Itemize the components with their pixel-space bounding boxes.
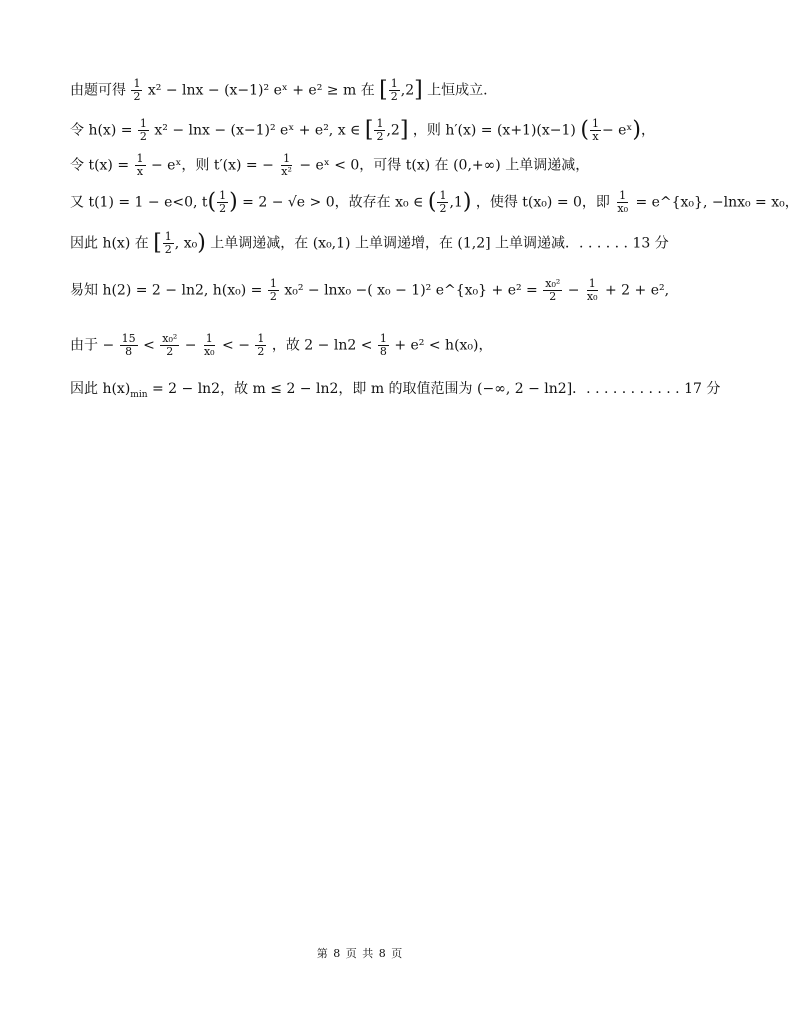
- text: x² − lnx − (x−1)² eˣ + e², x ∈: [154, 122, 361, 139]
- text: 由题可得: [70, 82, 126, 99]
- text: 又 t(1) = 1 − e<0, t: [70, 194, 208, 211]
- text: + 2 + e²,: [604, 282, 670, 299]
- page-footer: 第 8 页 共 8 页: [316, 947, 404, 960]
- fraction: $\frac{1}{x}$: [136, 152, 144, 178]
- fraction: $\frac{1}{2}$: [133, 77, 141, 103]
- fraction: $\frac{1}{\text{x²}}$: [281, 152, 292, 178]
- text: = 2 − √e > 0，故存在 x₀ ∈: [242, 194, 424, 211]
- fraction: $\frac{\text{x₀²}}{2}$: [162, 332, 178, 358]
- text: 上恒成立.: [427, 82, 488, 99]
- text: = 2 − ln2，故 m ≤ 2 − ln2，即 m 的取值范围为 (−∞, 2 − ln2]．. . . . . . . . . . . 17 分: [151, 381, 721, 397]
- text: = e^{x₀}, −lnx₀ = x₀，: [635, 194, 799, 211]
- fraction: $\frac{15}{8}$: [121, 332, 136, 358]
- fraction: $\frac{1}{2}$: [269, 277, 277, 303]
- fraction: $\frac{1}{2}$: [219, 189, 227, 215]
- math-line-3: [70, 153, 680, 178]
- fraction: $\frac{1}{\text{x₀}}$: [203, 332, 215, 358]
- text: 因此 h(x): [70, 381, 131, 397]
- text: − eˣ，则 t′(x) = −: [150, 157, 274, 174]
- text: <: [143, 337, 155, 354]
- fraction: $\frac{1}{2}$: [164, 230, 172, 256]
- fraction: $\frac{1}{\text{x₀}}$: [617, 189, 628, 215]
- math-line-6: [70, 278, 680, 303]
- math-line-4: 又 t(1) = 1 − e<0, t( $\frac{1}{2}$ ) = 2 − √e > 0，故存在 x₀ ∈ ( $\frac{1}{2}$ ,1) ，使得 t(x₀) = 0，即 $\frac{1}{\text{x₀}}$ = e^{x₀}, −lnx₀ = x₀，: [70, 189, 799, 215]
- text: −: [184, 337, 197, 354]
- text: ，则 h′(x) = (x+1)(x−1): [412, 122, 576, 139]
- text: 上单调递减，在 (x₀,1) 上单调递增，在 (1,2] 上单调递减．. . . . . . 13 分: [210, 235, 669, 252]
- math-line-1: 由题可得 $\frac{1}{2}$ x² − lnx − (x−1)² eˣ + e² ≥ m 在 [ $\frac{1}{2}$ ,2] 上恒成立.: [70, 77, 488, 103]
- math-line-2: 令 h(x) = $\frac{1}{2}$ x² − lnx − (x−1)² eˣ + e², x ∈ [ $\frac{1}{2}$ ,2] ，则 h′(x) = (x+1)(x−1) ( $\frac{1}{x}$ − eˣ)，: [70, 117, 655, 143]
- text: < −: [222, 337, 250, 354]
- subscript: min: [130, 389, 148, 400]
- text: 易知 h(2) = 2 − ln2, h(x₀) =: [70, 282, 263, 299]
- text: 由于 −: [70, 337, 115, 354]
- text: − eˣ < 0，可得 t(x) 在 (0,+∞) 上单调递减，: [299, 157, 590, 174]
- text: 因此 h(x) 在: [70, 235, 149, 252]
- fraction: $\frac{1}{2}$: [376, 117, 384, 143]
- text: ，故 2 − ln2 <: [271, 337, 373, 354]
- fraction: $\frac{1}{\text{x₀}}$: [586, 277, 598, 303]
- text: x² − lnx − (x−1)² eˣ + e² ≥ m 在: [147, 82, 375, 99]
- text: x₀² − lnx₀ −( x₀ − 1)² e^{x₀} + e² =: [284, 282, 538, 299]
- text: ，使得 t(x₀) = 0，即: [475, 194, 610, 211]
- text: 令 t(x) =: [70, 157, 130, 174]
- text: + e² < h(x₀)，: [394, 337, 493, 354]
- fraction: $\frac{\text{x₀²}}{2}$: [545, 277, 561, 303]
- math-line-7: [70, 333, 680, 358]
- math-line-5: 因此 h(x) 在 [ $\frac{1}{2}$ , x₀) 上单调递减，在 (x₀,1) 上单调递增，在 (1,2] 上单调递减．. . . . . . 13 分: [70, 230, 669, 256]
- text: −: [567, 282, 580, 299]
- math-line-8: [70, 379, 721, 405]
- fraction: $\frac{1}{2}$: [139, 117, 147, 143]
- fraction: $\frac{1}{x}$: [591, 117, 599, 143]
- fraction: $\frac{1}{2}$: [257, 332, 265, 358]
- fraction: $\frac{1}{2}$: [390, 77, 398, 103]
- fraction: $\frac{1}{2}$: [439, 189, 447, 215]
- text: 令 h(x) =: [70, 122, 133, 139]
- fraction: $\frac{1}{8}$: [379, 332, 387, 358]
